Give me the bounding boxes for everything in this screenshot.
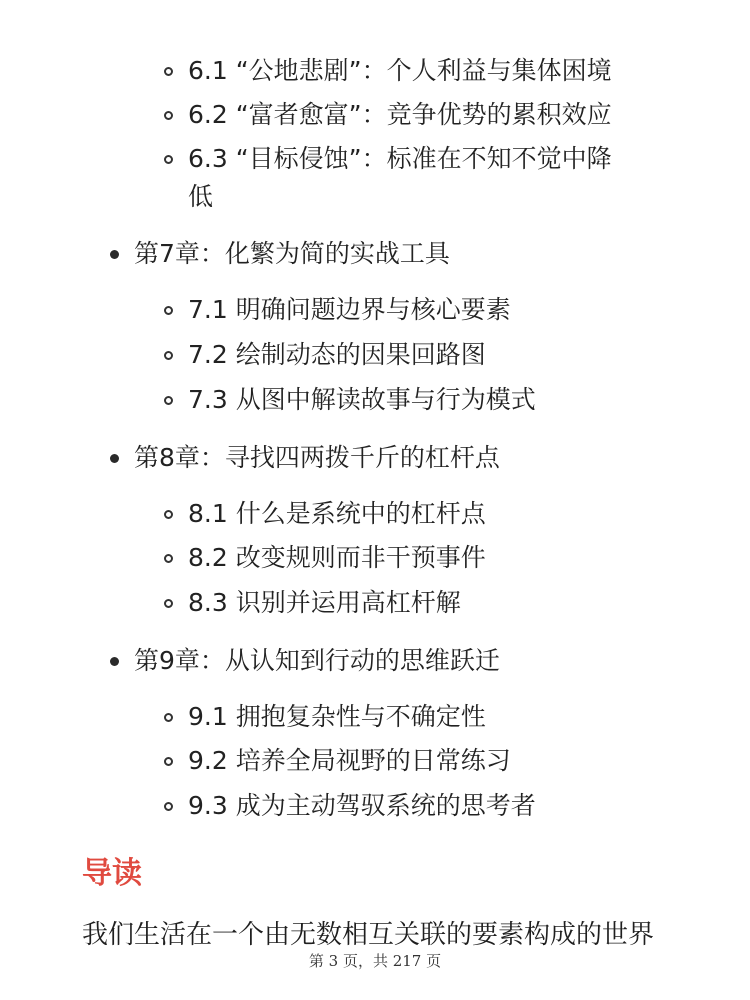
intro-paragraph: 我们生活在一个由无数相互关联的要素构成的世界 xyxy=(82,920,655,950)
toc-chapter-7: 第7章：化繁为简的实战工具 xyxy=(134,239,450,268)
toc-subitem-9-2: 9.2 培养全局视野的日常练习 xyxy=(188,746,511,775)
chapter-bullet-icon xyxy=(110,657,119,666)
section-heading: 导读 xyxy=(82,856,142,891)
sub-bullet-icon xyxy=(164,351,173,360)
sub-bullet-icon xyxy=(164,757,173,766)
toc-subitem-6-3: 6.3 “目标侵蚀”：标准在不知不觉中降 xyxy=(188,144,612,173)
sub-bullet-icon xyxy=(164,802,173,811)
sub-bullet-icon xyxy=(164,713,173,722)
sub-bullet-icon xyxy=(164,510,173,519)
toc-subitem-6-3-continued: 低 xyxy=(188,182,214,211)
sub-bullet-icon xyxy=(164,306,173,315)
sub-bullet-icon xyxy=(164,554,173,563)
sub-bullet-icon xyxy=(164,599,173,608)
toc-subitem-7-3: 7.3 从图中解读故事与行为模式 xyxy=(188,385,536,414)
toc-subitem-9-1: 9.1 拥抱复杂性与不确定性 xyxy=(188,702,486,731)
toc-subitem-8-1: 8.1 什么是系统中的杠杆点 xyxy=(188,499,486,528)
chapter-bullet-icon xyxy=(110,454,119,463)
sub-bullet-icon xyxy=(164,67,173,76)
sub-bullet-icon xyxy=(164,111,173,120)
toc-subitem-6-2: 6.2 “富者愈富”：竞争优势的累积效应 xyxy=(188,100,612,129)
sub-bullet-icon xyxy=(164,155,173,164)
toc-subitem-7-1: 7.1 明确问题边界与核心要素 xyxy=(188,295,511,324)
page-number-footer: 第 3 页，共 217 页 xyxy=(308,952,442,970)
toc-chapter-8: 第8章：寻找四两拨千斤的杠杆点 xyxy=(134,443,500,472)
toc-subitem-8-2: 8.2 改变规则而非干预事件 xyxy=(188,543,486,572)
toc-subitem-6-1: 6.1 “公地悲剧”：个人利益与集体困境 xyxy=(188,56,612,85)
toc-chapter-9: 第9章：从认知到行动的思维跃迁 xyxy=(134,646,500,675)
sub-bullet-icon xyxy=(164,396,173,405)
toc-subitem-8-3: 8.3 识别并运用高杠杆解 xyxy=(188,588,461,617)
chapter-bullet-icon xyxy=(110,250,119,259)
toc-subitem-9-3: 9.3 成为主动驾驭系统的思考者 xyxy=(188,791,536,820)
toc-subitem-7-2: 7.2 绘制动态的因果回路图 xyxy=(188,340,486,369)
